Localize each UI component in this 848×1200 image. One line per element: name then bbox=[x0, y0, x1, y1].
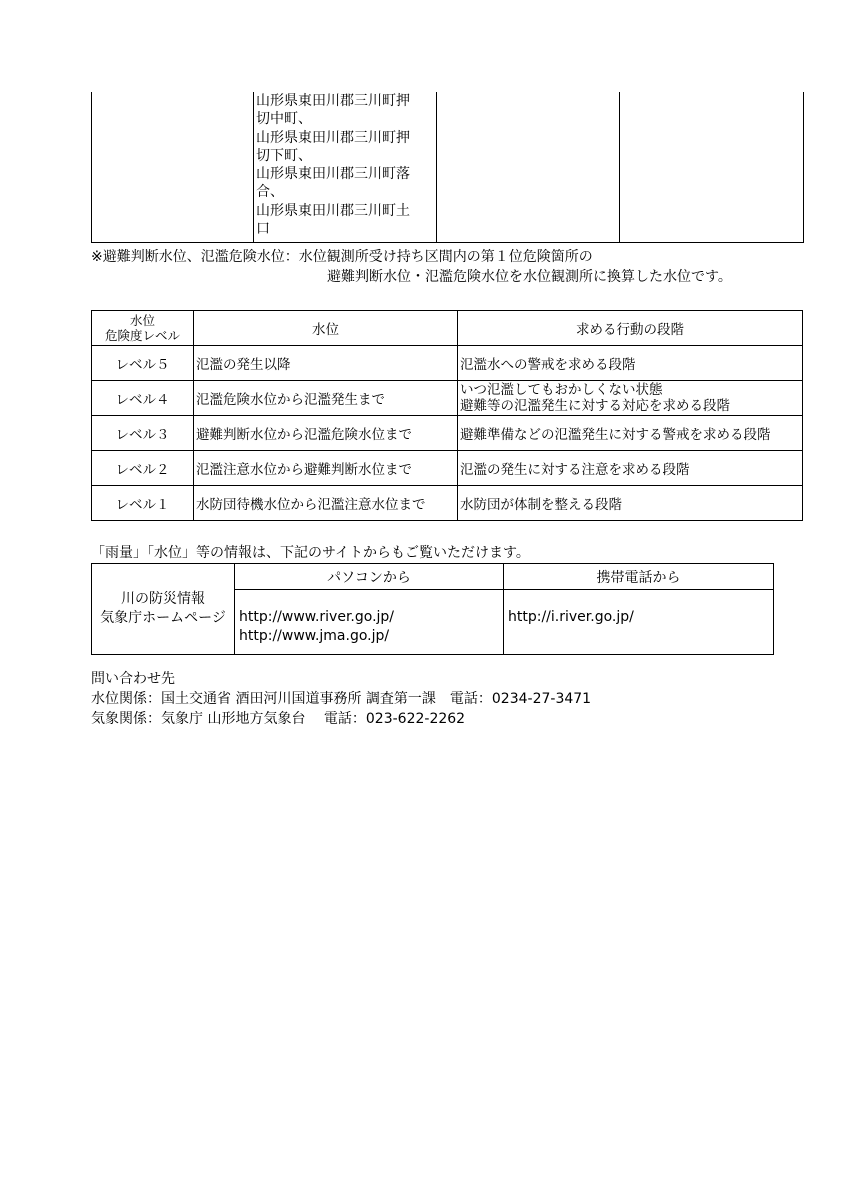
level-label: レベル４ bbox=[92, 381, 194, 416]
pc-url-cell bbox=[235, 590, 504, 655]
water-level-range: 水防団待機水位から氾濫注意水位まで bbox=[196, 497, 426, 513]
table-row bbox=[92, 486, 803, 521]
address-line: 山形県東田川郡三川町押 bbox=[256, 129, 410, 146]
header-water-level: 水位 bbox=[194, 311, 458, 346]
site-name-river: 川の防災情報 bbox=[121, 591, 205, 607]
contact-weather: 気象関係：気象庁 山形地方気象台 電話：023-622-2262 bbox=[91, 711, 466, 727]
table-row bbox=[92, 451, 803, 486]
pc-url-jma-link[interactable]: http://www.jma.go.jp/ bbox=[239, 628, 390, 644]
note-line-2: 避難判断水位・氾濫危険水位を水位観測所に換算した水位です。 bbox=[327, 269, 732, 285]
site-name-jma: 気象庁ホームページ bbox=[100, 610, 226, 626]
mobile-url-cell bbox=[504, 590, 774, 655]
table-cell-empty bbox=[620, 92, 804, 243]
action-stage-line-2: 避難等の氾濫発生に対する対応を求める段階 bbox=[460, 398, 730, 414]
header-action: 求める行動の段階 bbox=[458, 311, 803, 346]
address-cell bbox=[254, 92, 437, 243]
action-stage: 氾濫水への警戒を求める段階 bbox=[460, 357, 636, 373]
action-stage: 水防団が体制を整える段階 bbox=[460, 497, 622, 513]
table-row bbox=[92, 416, 803, 451]
contact-title: 問い合わせ先 bbox=[91, 671, 175, 687]
info-intro-text: 「雨量」「水位」等の情報は、下記のサイトからもご覧いただけます。 bbox=[91, 545, 530, 561]
level-label: レベル１ bbox=[92, 486, 194, 521]
header-mobile: 携帯電話から bbox=[504, 564, 774, 590]
address-line: 合、 bbox=[256, 184, 284, 201]
address-line: 口 bbox=[256, 221, 270, 238]
info-sites-table bbox=[91, 563, 774, 655]
table-cell-empty bbox=[437, 92, 620, 243]
table-row bbox=[92, 346, 803, 381]
address-line: 山形県東田川郡三川町押 bbox=[256, 93, 410, 109]
water-level-range: 氾濫危険水位から氾濫発生まで bbox=[196, 392, 385, 408]
water-level-range: 氾濫注意水位から避難判断水位まで bbox=[196, 462, 412, 478]
area-table-continued bbox=[91, 92, 804, 243]
action-stage: いつ氾濫してもおかしくない状態 bbox=[460, 382, 663, 398]
header-pc: パソコンから bbox=[235, 564, 504, 590]
header-level: 水位 危険度レベル bbox=[92, 311, 194, 346]
address-line: 切中町、 bbox=[256, 111, 312, 128]
address-line: 山形県東田川郡三川町土 bbox=[256, 202, 410, 219]
note-line-1: ※避難判断水位、氾濫危険水位：水位観測所受け持ち区間内の第１位危険箇所の bbox=[91, 249, 593, 265]
table-cell-empty bbox=[92, 92, 254, 243]
water-level-range: 氾濫の発生以降 bbox=[196, 357, 291, 373]
action-stage: 避難準備などの氾濫発生に対する警戒を求める段階 bbox=[460, 427, 771, 443]
level-label: レベル３ bbox=[92, 416, 194, 451]
address-line: 山形県東田川郡三川町落 bbox=[256, 166, 410, 183]
level-label: レベル５ bbox=[92, 346, 194, 381]
table-row bbox=[92, 381, 803, 416]
table-header-row bbox=[92, 311, 803, 346]
level-label: レベル２ bbox=[92, 451, 194, 486]
pc-url-river-link[interactable]: http://www.river.go.jp/ bbox=[239, 609, 395, 625]
action-stage: 氾濫の発生に対する注意を求める段階 bbox=[460, 462, 690, 478]
address-line: 切下町、 bbox=[256, 147, 312, 164]
water-level-range: 避難判断水位から氾濫危険水位まで bbox=[196, 427, 412, 443]
danger-level-table bbox=[91, 310, 803, 521]
contact-water: 水位関係：国土交通省 酒田河川国道事務所 調査第一課 電話：0234-27-3471 bbox=[91, 691, 592, 707]
site-names-cell bbox=[92, 564, 235, 655]
mobile-url-link[interactable]: http://i.river.go.jp/ bbox=[508, 609, 634, 625]
